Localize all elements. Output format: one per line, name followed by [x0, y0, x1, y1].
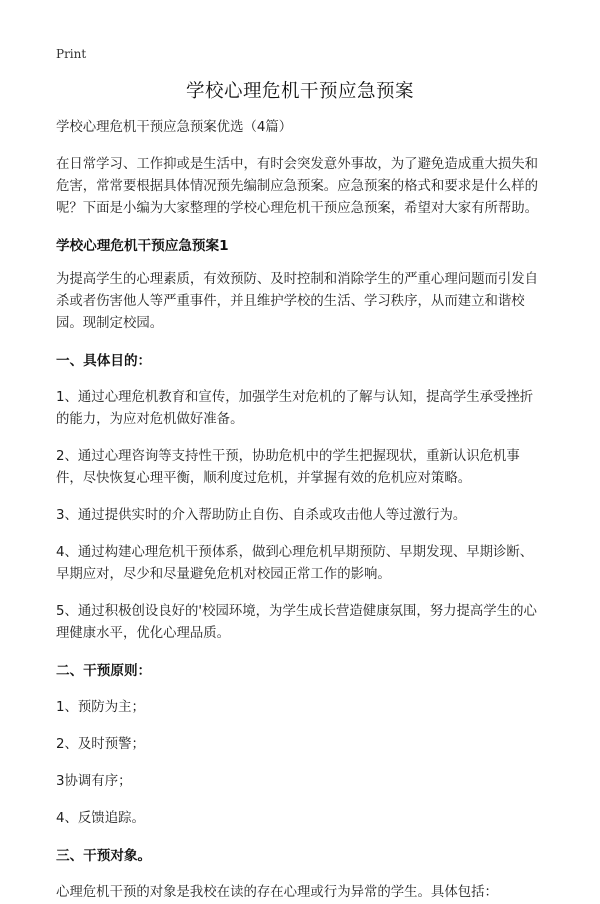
principle-item: 4、反馈追踪。 — [56, 811, 145, 826]
principle-item: 3协调有序； — [56, 774, 132, 789]
section-heading: 学校心理危机干预应急预案1 — [56, 238, 229, 254]
print-label: Print — [56, 47, 87, 61]
goal-item: 2、通过心理咨询等支持性干预，协助危机中的学生把握现状，重新认识危机事件，尽快恢复心理平衡，顺利度过危机，并掌握有效的危机应对策略。 — [56, 449, 520, 486]
document-subtitle: 学校心理危机干预应急预案优选（4篇） — [56, 120, 293, 135]
intro-paragraph: 在日常学习、工作抑或是生活中，有时会突发意外事故，为了避免造成重大损失和危害，常常要根据具体情况预先编制应急预案。应急预案的格式和要求是什么样的呢？下面是小编为大家整理的学校心理危机干预应急预案，希望对大家有所帮助。 — [56, 157, 539, 216]
principles-heading: 二、干预原则： — [56, 663, 152, 679]
document-body — [56, 117, 546, 904]
principle-item: 2、及时预警； — [56, 737, 145, 752]
goal-item: 5、通过积极创设良好的'校园环境，为学生成长营造健康氛围，努力提高学生的心理健康水平，优化心理品质。 — [56, 604, 537, 641]
targets-heading: 三、干预对象。 — [56, 848, 152, 864]
goal-item: 1、通过心理危机教育和宣传，加强学生对危机的了解与认知，提高学生承受挫折的能力，为应对危机做好准备。 — [56, 390, 534, 427]
goals-heading: 一、具体目的： — [56, 353, 152, 369]
document-title: 学校心理危机干预应急预案 — [185, 81, 414, 102]
principle-item: 1、预防为主； — [56, 700, 145, 715]
goal-item: 4、通过构建心理危机干预体系，做到心理危机早期预防、早期发现、早期诊断、早期应对，尽少和尽量避免危机对校园正常工作的影响。 — [56, 545, 534, 582]
section-paragraph: 为提高学生的心理素质，有效预防、及时控制和消除学生的严重心理问题而引发自杀或者伤害他人等严重事件，并且维护学校的生活、学习秩序，从而建立和谐校园。现制定校园。 — [56, 272, 539, 331]
targets-paragraph: 心理危机干预的对象是我校在读的存在心理或行为异常的学生。具体包括： — [56, 885, 498, 900]
goal-item: 3、通过提供实时的介入帮助防止自伤、自杀或攻击他人等过激行为。 — [56, 508, 467, 523]
